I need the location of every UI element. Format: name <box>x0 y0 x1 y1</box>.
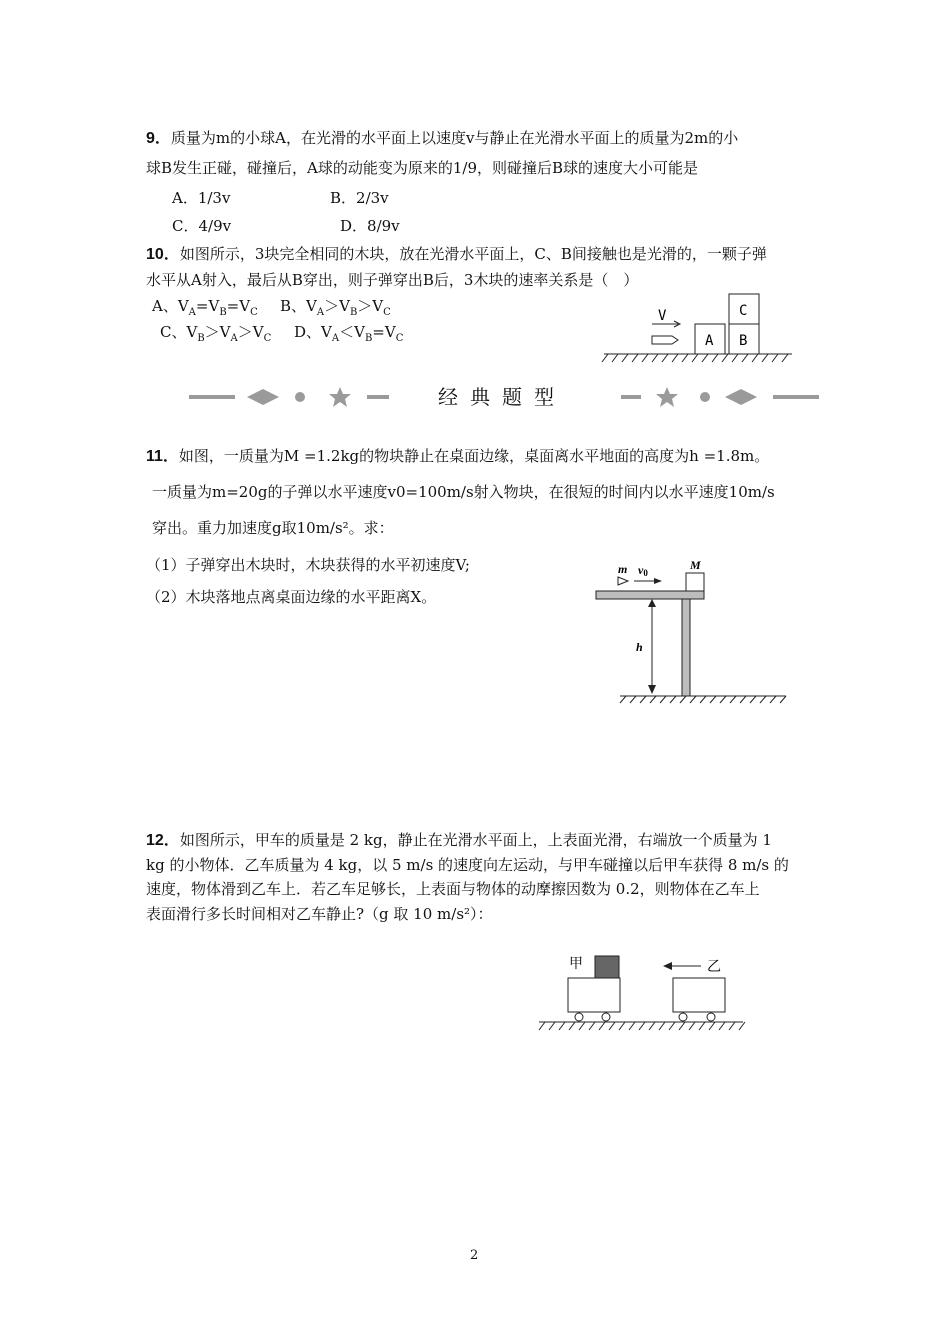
q10-line2: 水平从A射入，最后从B穿出，则子弹穿出B后，3木块的速率关系是（ ） <box>146 271 639 289</box>
height-label: h <box>636 640 643 654</box>
block-m <box>686 573 704 591</box>
cart-jia-wheel-right <box>602 1013 610 1021</box>
bullet-icon <box>618 577 628 585</box>
block-b-label: B <box>739 333 748 349</box>
ground-hatch <box>620 696 786 703</box>
cart-yi-wheel-right <box>707 1013 715 1021</box>
block-a-label: A <box>705 333 714 349</box>
yi-velocity-arrowhead <box>663 962 672 970</box>
q10-text: 如图所示，3块完全相同的木块，放在光滑水平面上，C、B间接触也是光滑的，一颗子弹 <box>179 245 767 263</box>
q12-number: 12． <box>146 832 180 849</box>
block-mass-label: M <box>690 558 701 572</box>
cart-yi <box>673 978 725 1012</box>
banner-dot-right <box>700 392 710 402</box>
banner-dash-left <box>367 395 389 399</box>
q11-line2: 一质量为m=20g的子弹以水平速度v0=100m/s射入物块，在很短的时间内以水平速度10m/s <box>152 483 775 501</box>
cart-yi-wheel-left <box>679 1013 687 1021</box>
banner-star-left <box>329 387 351 407</box>
q12-line2: kg 的小物体．乙车质量为 4 kg，以 5 m/s 的速度向左运动，与甲车碰撞以后甲车获得 8 m/s 的 <box>146 856 789 874</box>
page-number: 2 <box>470 1248 479 1263</box>
q9-option-a: A．1/3v <box>172 189 231 207</box>
bullet-icon <box>652 336 678 344</box>
q11-subquestion-1: （1）子弹穿出木块时，木块获得的水平初速度V; <box>146 556 470 574</box>
q9-line1 <box>146 128 738 149</box>
q10-option-b: B、$V_A>V_B>V_C$ <box>280 297 391 318</box>
banner-diamond-left <box>247 389 279 405</box>
cart-jia <box>568 978 620 1012</box>
banner-diamond-right <box>725 389 757 405</box>
banner-bar-left <box>189 395 235 399</box>
banner-star-right <box>656 387 678 407</box>
q9-text: 质量为m的小球A，在光滑的水平面上以速度v与静止在光滑水平面上的质量为2m的小 <box>170 129 739 147</box>
q11-subquestion-2: （2）木块落地点离桌面边缘的水平距离X。 <box>146 588 437 606</box>
cart-jia-label: 甲 <box>569 956 583 972</box>
v0-arrowhead <box>654 578 662 584</box>
q10-blocks-figure <box>600 290 800 370</box>
q12-line1 <box>146 830 772 851</box>
table-top <box>596 591 704 599</box>
q12-line4: 表面滑行多长时间相对乙车静止?（g 取 10 m/s²）： <box>146 905 493 923</box>
ground-hatch <box>602 354 788 362</box>
v0-label: v0 <box>638 563 648 578</box>
q10-option-c: C、$V_B>V_A>V_C$ <box>160 323 272 344</box>
bullet-mass-label: m <box>618 562 628 576</box>
banner-dot-left <box>295 392 305 402</box>
q9-option-d: D．8/9v <box>340 217 400 235</box>
height-arrowhead-down <box>648 685 656 694</box>
q9-option-b: B．2/3v <box>330 189 389 207</box>
q10-number: 10． <box>146 246 180 263</box>
q11-text: 如图，一质量为M =1.2kg的物块静止在桌面边缘，桌面离水平地面的高度为h =1.8m。 <box>178 447 770 465</box>
q11-table-figure <box>590 555 800 715</box>
velocity-label: V <box>658 308 667 324</box>
banner-bar-right <box>773 395 819 399</box>
q12-carts-figure <box>535 948 750 1038</box>
section-title: 经典题型 <box>438 385 566 409</box>
cart-jia-wheel-left <box>575 1013 583 1021</box>
banner-dash-right <box>621 395 641 399</box>
q9-line2: 球B发生正碰，碰撞后，A球的动能变为原来的1/9，则碰撞后B球的速度大小可能是 <box>146 159 699 177</box>
q11-line1 <box>146 446 769 467</box>
q12-text: 如图所示，甲车的质量是 2 kg，静止在光滑水平面上，上表面光滑，右端放一个质量为 1 <box>179 831 772 849</box>
q11-number: 11． <box>146 448 179 465</box>
q10-option-a: A、$V_A=V_B=V_C$ <box>152 297 258 318</box>
q11-line3: 穿出。重力加速度g取10m/s²。求： <box>152 519 394 537</box>
q9-number: 9． <box>146 130 171 147</box>
table-leg <box>682 599 690 696</box>
block-c-label: C <box>739 303 748 319</box>
q9-option-c: C．4/9v <box>172 217 232 235</box>
small-object <box>595 956 619 978</box>
cart-yi-label: 乙 <box>707 959 721 975</box>
height-arrowhead-up <box>648 599 656 607</box>
q12-line3: 速度，物体滑到乙车上．若乙车足够长，上表面与物体的动摩擦因数为 0.2，则物体在乙车上 <box>146 880 760 898</box>
q10-line1 <box>146 244 767 265</box>
ground-hatch <box>539 1022 745 1030</box>
q10-option-d: D、$V_A<V_B=V_C$ <box>294 323 404 344</box>
